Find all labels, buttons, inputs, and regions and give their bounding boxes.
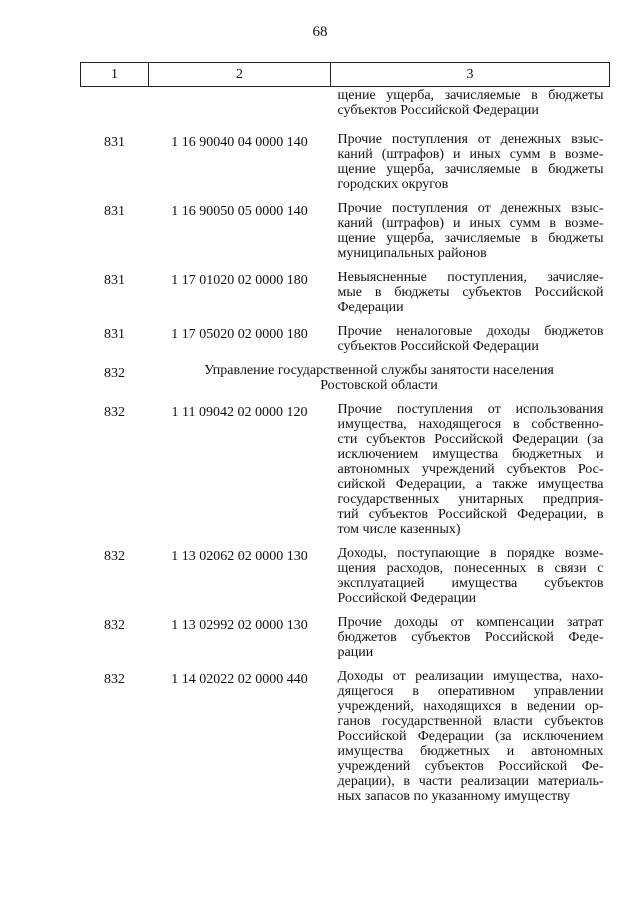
admin-code-cell: 832 — [104, 549, 125, 564]
admin-code-cell: 832 — [104, 618, 125, 633]
revenue-description-cell — [331, 87, 610, 133]
revenue-code-cell: 1 16 90040 04 0000 140 — [171, 135, 308, 150]
revenue-code-cell: 1 16 90050 05 0000 140 — [171, 204, 308, 219]
column-header-1: 1 — [81, 63, 149, 87]
description-line: щения расходов, понесенных в связи с — [337, 561, 604, 576]
description-line: государственных унитарных предприя- — [337, 492, 604, 507]
description-line: Прочие доходы от компенсации затрат — [337, 615, 604, 630]
table-row — [81, 132, 610, 201]
table-row — [81, 669, 610, 813]
description-line: тий субъектов Российской Федерации, в — [337, 507, 604, 522]
description-line: имущества бюджетных и автономных — [337, 744, 604, 759]
section-heading-row — [81, 363, 610, 402]
description-line: Доходы от реализации имущества, нахо- — [337, 669, 604, 684]
column-header-3: 3 — [331, 63, 610, 87]
revenue-code-cell: 1 11 09042 02 0000 120 — [171, 405, 308, 420]
admin-code-cell: 832 — [104, 405, 125, 420]
description-line: ных запасов по указанному имуществу — [337, 789, 571, 804]
description-line: мые в бюджеты субъектов Российской — [337, 285, 604, 300]
revenue-code-cell: 1 13 02062 02 0000 130 — [171, 549, 308, 564]
table-row — [81, 201, 610, 270]
description-line: каний (штрафов) и иных сумм в возме- — [337, 216, 604, 231]
description-line: Невыясненные поступления, зачисляе- — [337, 270, 604, 285]
description-line: автономных учреждений субъектов Рос- — [337, 462, 604, 477]
description-line: Ростовской области — [320, 378, 438, 393]
admin-code-cell: 831 — [104, 273, 125, 288]
revenue-code-cell: 1 17 05020 02 0000 180 — [171, 327, 308, 342]
table-body — [81, 87, 610, 814]
description-line: городских округов — [337, 177, 449, 192]
description-line: щение ущерба, зачисляемые в бюджеты — [337, 162, 604, 177]
description-line: рации — [337, 645, 374, 660]
description-line: Прочие поступления от денежных взыс- — [337, 201, 604, 216]
page-number: 68 — [312, 24, 328, 40]
description-line: Российской Федерации (за исключением — [337, 729, 604, 744]
description-line: Прочие поступления от использования — [337, 402, 604, 417]
table-row — [81, 402, 610, 546]
description-line: субъектов Российской Федерации — [337, 339, 539, 354]
admin-code-cell: 831 — [104, 327, 125, 342]
admin-code-cell: 831 — [104, 135, 125, 150]
table-row — [81, 270, 610, 324]
revenue-code-cell — [149, 87, 331, 133]
revenue-description-cell — [331, 270, 610, 324]
revenue-description-cell — [331, 132, 610, 201]
revenue-description-cell — [331, 402, 610, 546]
description-line: щение ущерба, зачисляемые в бюджеты — [337, 231, 604, 246]
revenue-description-cell — [331, 546, 610, 615]
description-line: эксплуатацией имущества субъектов — [337, 576, 604, 591]
description-line: субъектов Российской Федерации — [337, 103, 539, 118]
description-line: ганов государственной власти субъектов — [337, 714, 604, 729]
admin-code-cell: 832 — [104, 366, 125, 381]
revenue-description-cell — [331, 324, 610, 363]
revenue-description-cell — [331, 615, 610, 669]
description-line: сийской Федерации, а также имущества — [337, 477, 604, 492]
description-line: муниципальных районов — [337, 246, 487, 261]
table-row — [81, 615, 610, 669]
revenue-code-cell: 1 17 01020 02 0000 180 — [171, 273, 308, 288]
description-line: Управление государственной службы занятости населения — [204, 363, 554, 378]
header-row — [81, 63, 610, 87]
description-line: дерации), в части реализации материаль- — [337, 774, 604, 789]
table-row — [81, 546, 610, 615]
description-line: учреждений, находящихся в ведении ор- — [337, 699, 604, 714]
revenue-code-cell: 1 14 02022 02 0000 440 — [171, 672, 308, 687]
description-line: Доходы, поступающие в порядке возме- — [337, 546, 604, 561]
table-header — [81, 63, 610, 87]
section-heading-cell — [149, 363, 610, 402]
revenue-description-cell — [331, 201, 610, 270]
description-line: том числе казенных) — [337, 522, 461, 537]
description-line: каний (штрафов) и иных сумм в возме- — [337, 147, 604, 162]
description-line: имущества, находящегося в собственно- — [337, 417, 604, 432]
description-line: щение ущерба, зачисляемые в бюджеты — [337, 88, 604, 103]
description-line: Прочие неналоговые доходы бюджетов — [337, 324, 604, 339]
description-line: бюджетов субъектов Российской Феде- — [337, 630, 604, 645]
revenue-code-cell: 1 13 02992 02 0000 130 — [171, 618, 308, 633]
description-line: Федерации — [337, 300, 404, 315]
revenue-classification-table — [80, 62, 610, 813]
description-line: учреждений субъектов Российской Фе- — [337, 759, 604, 774]
description-line: исключением имущества бюджетных и — [337, 447, 604, 462]
description-line: Прочие поступления от денежных взыс- — [337, 132, 604, 147]
description-line: сти субъектов Российской Федерации (за — [337, 432, 604, 447]
admin-code-cell — [81, 87, 149, 133]
table-row — [81, 324, 610, 363]
admin-code-cell: 831 — [104, 204, 125, 219]
column-header-2: 2 — [149, 63, 331, 87]
revenue-description-cell — [331, 669, 610, 813]
description-line: Российской Федерации — [337, 591, 477, 606]
admin-code-cell: 832 — [104, 672, 125, 687]
description-line: дящегося в оперативном управлении — [337, 684, 604, 699]
table-row — [81, 87, 610, 133]
